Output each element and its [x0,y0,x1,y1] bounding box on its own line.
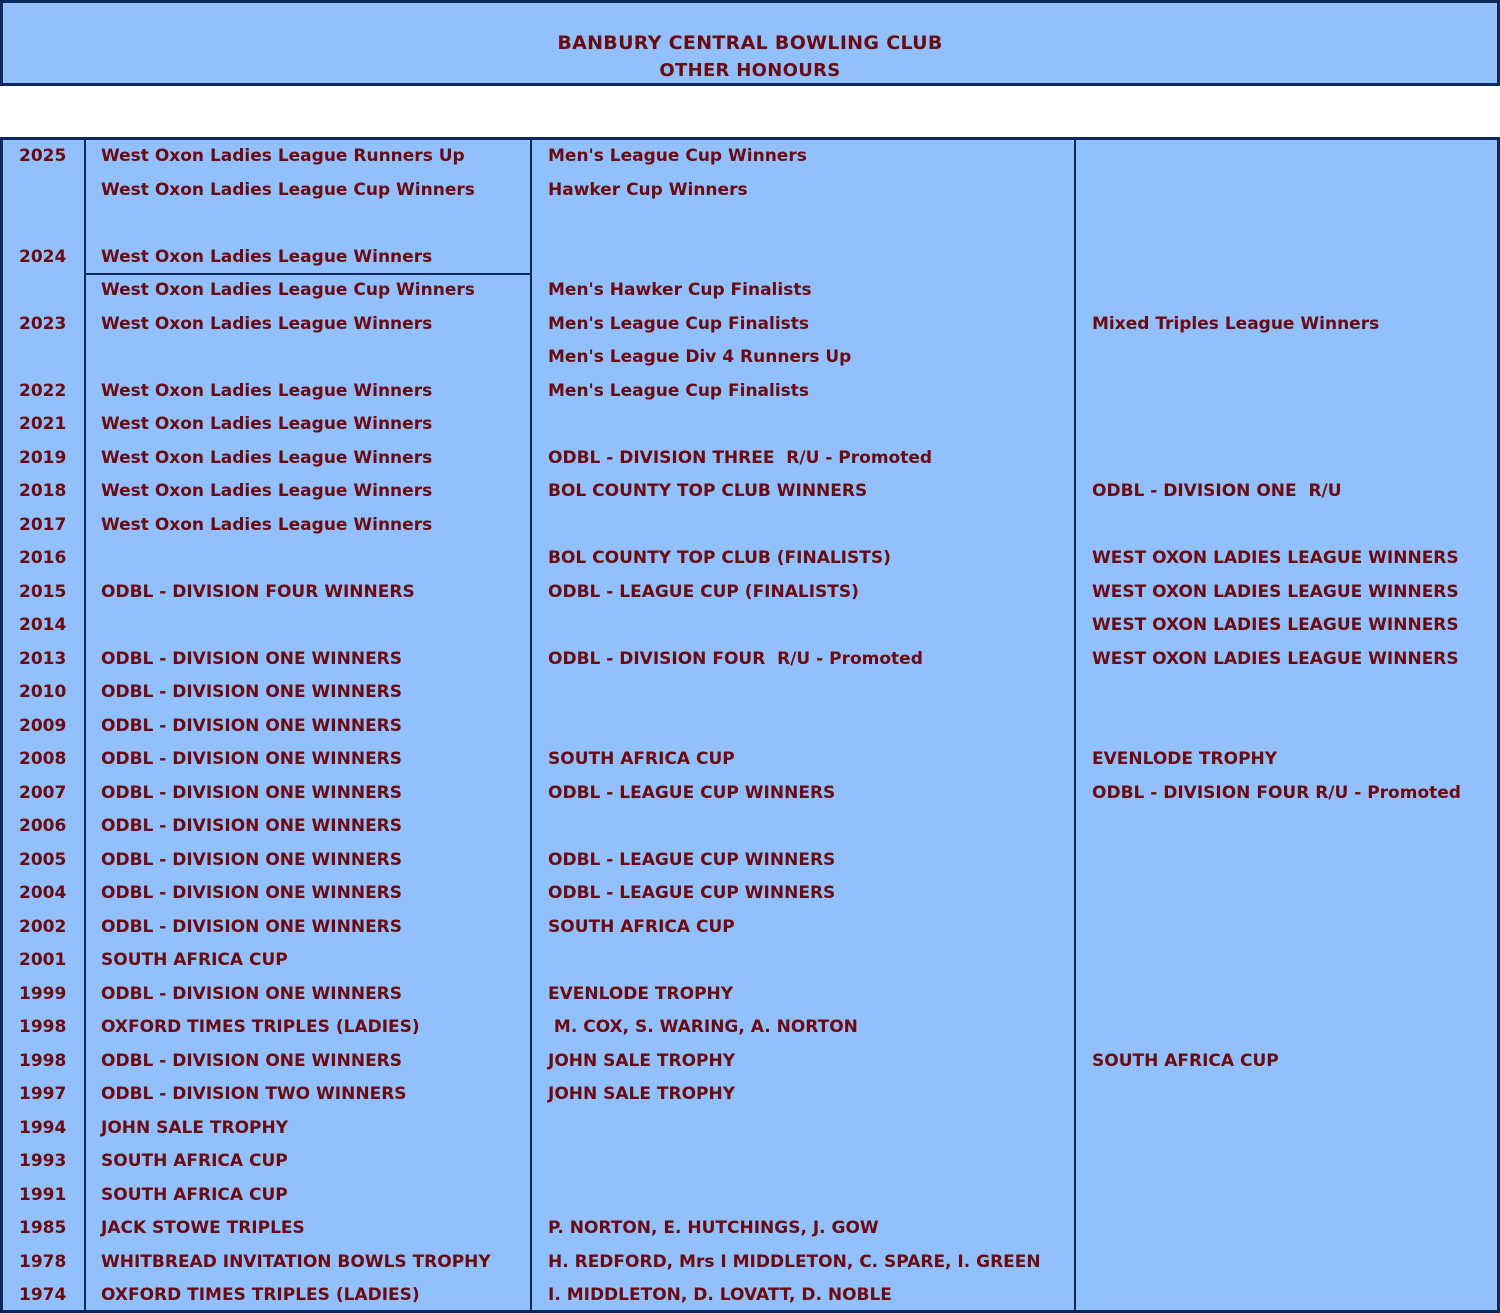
honour-cell-col2: Men's League Cup Finalists [548,313,810,334]
table-row [3,978,1497,1012]
honour-cell-col1: ODBL - DIVISION ONE WINNERS [101,782,403,803]
honour-cell-col2: Men's League Div 4 Runners Up [548,347,852,367]
honour-cell-col2: Hawker Cup Winners [548,179,748,200]
honour-cell-col2: ODBL - DIVISION THREE R/U - Promoted [548,447,933,468]
year-cell: 2009 [19,715,67,736]
honour-cell-col3: SOUTH AFRICA CUP [1092,1050,1279,1071]
honour-cell-col2: I. MIDDLETON, D. LOVATT, D. NOBLE [548,1285,892,1305]
year-cell: 2019 [19,447,67,468]
year-cell: 1997 [19,1084,67,1104]
year-cell: 2015 [19,581,67,602]
honour-cell-col1: ODBL - DIVISION ONE WINNERS [101,983,403,1004]
year-cell: 2007 [19,782,67,803]
honour-cell-col1: ODBL - DIVISION ONE WINNERS [101,749,403,769]
table-row [3,844,1497,878]
honour-cell-col1: OXFORD TIMES TRIPLES (LADIES) [101,1017,420,1037]
year-cell: 1993 [19,1151,67,1171]
year-cell: 2005 [19,849,67,870]
honour-cell-col1: West Oxon Ladies League Winners [101,414,433,434]
honour-cell-col2: M. COX, S. WARING, A. NORTON [548,1017,858,1037]
honour-cell-col1: ODBL - DIVISION ONE WINNERS [101,648,403,669]
year-cell: 2021 [19,414,67,434]
table-row [3,643,1497,677]
table-row [3,609,1497,643]
table-row [3,1179,1497,1213]
honour-cell-col1: West Oxon Ladies League Winners [101,447,433,468]
honour-cell-col1: ODBL - DIVISION FOUR WINNERS [101,581,415,602]
table-row [3,810,1497,844]
honour-cell-col2: SOUTH AFRICA CUP [548,749,735,769]
page-title: BANBURY CENTRAL BOWLING CLUB [557,32,943,54]
year-cell: 1978 [19,1251,67,1272]
honour-cell-col1: WHITBREAD INVITATION BOWLS TROPHY [101,1251,491,1272]
table-row [3,777,1497,811]
year-cell: 1998 [19,1017,67,1037]
table-row [3,542,1497,576]
honour-cell-col2: P. NORTON, E. HUTCHINGS, J. GOW [548,1218,879,1238]
honour-cell-col1: SOUTH AFRICA CUP [101,1151,288,1171]
year-cell: 1999 [19,983,67,1004]
table-row [3,576,1497,610]
honour-cell-col1: West Oxon Ladies League Cup Winners [101,280,475,300]
honour-cell-col1: ODBL - DIVISION ONE WINNERS [101,816,403,836]
honour-cell-col3: WEST OXON LADIES LEAGUE WINNERS [1092,581,1459,602]
table-row [3,341,1497,375]
year-cell: 2004 [19,883,67,903]
honour-cell-col1: West Oxon Ladies League Cup Winners [101,179,475,200]
honour-cell-col1: OXFORD TIMES TRIPLES (LADIES) [101,1285,420,1305]
year-cell: 2024 [19,246,67,267]
table-row [3,1045,1497,1079]
table-row [3,1112,1497,1146]
honour-cell-col3: WEST OXON LADIES LEAGUE WINNERS [1092,615,1459,635]
honour-cell-col1: ODBL - DIVISION ONE WINNERS [101,682,403,702]
honours-table [0,137,1500,1313]
honour-cell-col1: JOHN SALE TROPHY [101,1117,289,1138]
header-banner [0,0,1500,86]
year-cell: 2022 [19,380,67,401]
honour-cell-col1: SOUTH AFRICA CUP [101,950,288,970]
honour-cell-col2: JOHN SALE TROPHY [548,1084,736,1104]
year-cell: 1974 [19,1285,67,1305]
table-row [3,140,1497,174]
honour-cell-col1: West Oxon Ladies League Winners [101,514,433,535]
honour-cell-col2: SOUTH AFRICA CUP [548,916,735,937]
year-cell: 2001 [19,950,67,970]
honour-cell-col2: Men's Hawker Cup Finalists [548,280,812,300]
honour-cell-col1: West Oxon Ladies League Winners [101,481,433,501]
year-cell: 1991 [19,1184,67,1205]
honour-cell-col1: ODBL - DIVISION ONE WINNERS [101,883,403,903]
table-row [3,911,1497,945]
honour-cell-col1: ODBL - DIVISION ONE WINNERS [101,849,403,870]
honour-cell-col3: ODBL - DIVISION FOUR R/U - Promoted [1092,782,1461,803]
year-cell: 2013 [19,648,67,669]
year-cell: 1998 [19,1050,67,1071]
honour-cell-col2: H. REDFORD, Mrs I MIDDLETON, C. SPARE, I. GREEN [548,1251,1041,1272]
table-row [3,308,1497,342]
honour-cell-col3: Mixed Triples League Winners [1092,313,1380,334]
year-cell: 2010 [19,682,67,702]
table-row [3,1011,1497,1045]
table-row [3,710,1497,744]
honour-cell-col1: JACK STOWE TRIPLES [101,1218,305,1238]
honour-cell-col2: ODBL - DIVISION FOUR R/U - Promoted [548,648,923,669]
year-cell: 2018 [19,481,67,501]
honour-cell-col2: Men's League Cup Finalists [548,380,810,401]
table-row [3,408,1497,442]
honour-cell-col1: West Oxon Ladies League Winners [101,313,433,334]
table-row [3,509,1497,543]
table-row [3,877,1497,911]
honour-cell-col1: ODBL - DIVISION ONE WINNERS [101,1050,403,1071]
page-subtitle: OTHER HONOURS [659,60,841,81]
honour-cell-col3: EVENLODE TROPHY [1092,749,1278,769]
honour-cell-col3: ODBL - DIVISION ONE R/U [1092,481,1342,501]
year-cell: 2016 [19,548,67,568]
year-cell: 2017 [19,514,67,535]
table-row [3,207,1497,241]
year-cell: 2014 [19,615,67,635]
table-row [3,1145,1497,1179]
table-row [3,442,1497,476]
year-cell: 2025 [19,146,67,166]
table-row [3,1279,1497,1313]
year-cell: 2023 [19,313,67,334]
honour-cell-col3: WEST OXON LADIES LEAGUE WINNERS [1092,648,1459,669]
table-row [3,174,1497,208]
honour-cell-col2: ODBL - LEAGUE CUP WINNERS [548,782,836,803]
year-cell: 1994 [19,1117,67,1138]
table-row [3,743,1497,777]
table-row [3,1212,1497,1246]
honour-cell-col1: ODBL - DIVISION ONE WINNERS [101,715,403,736]
table-row [3,274,1497,308]
honour-cell-col2: ODBL - LEAGUE CUP WINNERS [548,849,836,870]
table-row [3,241,1497,275]
honour-cell-col1: ODBL - DIVISION TWO WINNERS [101,1084,407,1104]
honour-cell-col1: SOUTH AFRICA CUP [101,1184,288,1205]
honour-cell-col2: Men's League Cup Winners [548,146,807,166]
year-cell: 2006 [19,816,67,836]
honour-cell-col2: ODBL - LEAGUE CUP WINNERS [548,883,836,903]
table-row [3,1078,1497,1112]
year-cell: 2002 [19,916,67,937]
year-cell: 2008 [19,749,67,769]
honour-cell-col1: West Oxon Ladies League Winners [101,246,433,267]
table-row [3,676,1497,710]
table-row [3,475,1497,509]
honour-cell-col2: BOL COUNTY TOP CLUB WINNERS [548,481,868,501]
honour-cell-col2: BOL COUNTY TOP CLUB (FINALISTS) [548,548,891,568]
honour-cell-col2: EVENLODE TROPHY [548,983,734,1004]
honour-cell-col1: West Oxon Ladies League Runners Up [101,146,465,166]
table-row [3,1246,1497,1280]
honour-cell-col3: WEST OXON LADIES LEAGUE WINNERS [1092,548,1459,568]
honour-cell-col1: ODBL - DIVISION ONE WINNERS [101,916,403,937]
table-row [3,944,1497,978]
honour-cell-col2: ODBL - LEAGUE CUP (FINALISTS) [548,581,859,602]
table-row [3,375,1497,409]
honour-cell-col1: West Oxon Ladies League Winners [101,380,433,401]
year-cell: 1985 [19,1218,67,1238]
honour-cell-col2: JOHN SALE TROPHY [548,1050,736,1071]
